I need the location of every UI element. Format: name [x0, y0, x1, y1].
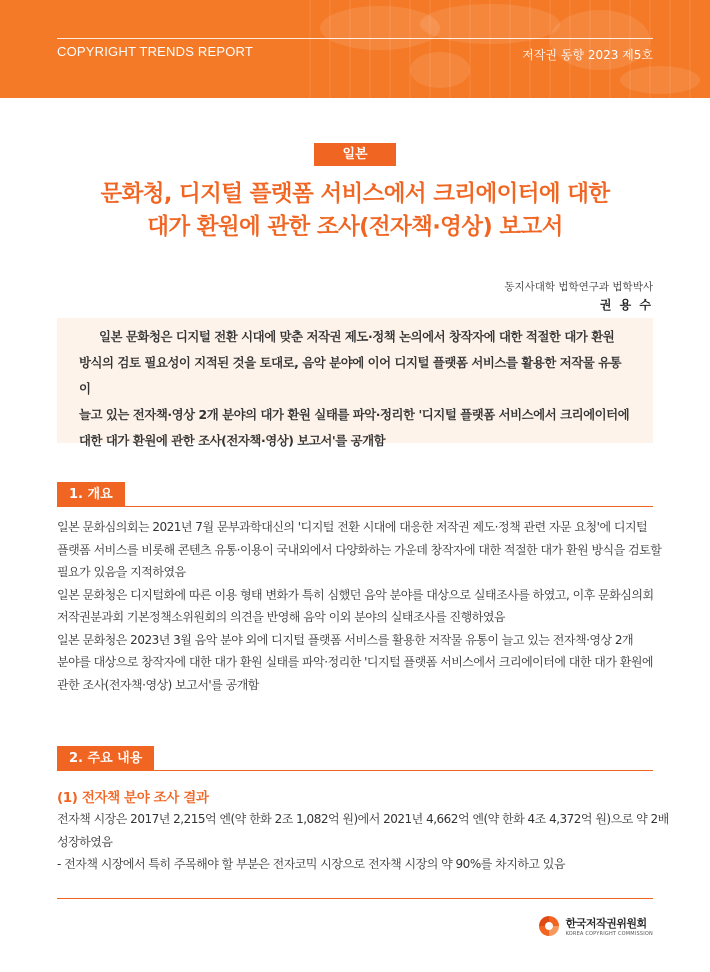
- org-name-korean: 한국저작권위원회: [565, 917, 647, 930]
- section-1-underline: [57, 506, 653, 507]
- section-1-heading: 1. 개요: [57, 482, 125, 507]
- commission-emblem-icon: [537, 914, 561, 938]
- section-2-underline: [57, 770, 653, 771]
- commission-logo: [537, 914, 653, 938]
- body-line: 일본 문화청은 디지털화에 따른 이용 형태 변화가 특히 심했던 음악 분야를 대상으로 실태조사를 하였고, 이후 문화심의회: [57, 587, 654, 602]
- summary-line: 방식의 검토 필요성이 지적된 것을 토대로, 음악 분야에 이어 디지털 플랫폼 서비스를 활용한 저작물 유통이: [79, 355, 622, 396]
- page-header: [0, 0, 710, 98]
- issue-label: 저작권 동향 2023 제5호: [522, 48, 653, 62]
- footer-divider: [57, 898, 653, 899]
- summary-line: 늘고 있는 전자책·영상 2개 분야의 대가 환원 실태를 파악·정리한 '디지털 플랫폼 서비스에서 크리에이터에: [79, 407, 630, 422]
- author-affiliation: 동지사대학 법학연구과 법학박사: [504, 281, 653, 293]
- body-line: 성장하였음: [57, 834, 113, 849]
- org-name-english: KOREA COPYRIGHT COMMISSION: [565, 931, 653, 937]
- body-line: 저작권분과회 기본정책소위원회의 의견을 반영해 음악 이외 분야의 실태조사를 진행하였음: [57, 610, 506, 624]
- body-line: 일본 문화심의회는 2021년 7월 문부과학대신의 '디지털 전환 시대에 대응한 저작권 제도·정책 관련 자문 요청'에 디지털: [57, 520, 648, 534]
- article-title-line-1: 문화청, 디지털 플랫폼 서비스에서 크리에이터에 대한: [100, 181, 610, 207]
- header-divider: [57, 38, 653, 39]
- section-1-body: [57, 516, 662, 696]
- section-2-heading: 2. 주요 내용: [57, 746, 154, 771]
- section-2-body: [57, 808, 669, 876]
- subsection-heading: (1) 전자책 분야 조사 결과: [57, 790, 209, 806]
- report-series-name: COPYRIGHT TRENDS REPORT: [57, 44, 254, 59]
- body-line: 분야를 대상으로 창작자에 대한 대가 환원 실태를 파악·정리한 '디지털 플랫폼 서비스에서 크리에이터에 대한 대가 환원에: [57, 655, 654, 669]
- summary-line: 대한 대가 환원에 관한 조사(전자책·영상) 보고서'를 공개함: [79, 433, 386, 448]
- summary-box: [57, 318, 653, 448]
- author-name: 권 용 수: [599, 298, 653, 312]
- body-line: 필요가 있음을 지적하였음: [57, 565, 186, 579]
- body-line: 전자책 시장은 2017년 2,215억 엔(약 한화 2조 1,082억 원)에서 2021년 4,662억 엔(약 한화 4조 4,372억 원)으로 약 2배: [57, 812, 669, 826]
- body-line: 플랫폼 서비스를 비롯해 콘텐츠 유통·이용이 국내외에서 다양화하는 가운데 창작자에 대한 적절한 대가 환원 방식을 검토할: [57, 542, 662, 557]
- country-badge: 일본: [314, 143, 396, 166]
- summary-line: 일본 문화청은 디지털 전환 시대에 맞춘 저작권 제도·정책 논의에서 창작자에 대한 적절한 대가 환원: [99, 329, 615, 344]
- body-line: 관한 조사(전자책·영상) 보고서'를 공개함: [57, 677, 259, 692]
- body-line: - 전자책 시장에서 특히 주목해야 할 부분은 전자코믹 시장으로 전자책 시장의 약 90%를 차지하고 있음: [57, 857, 565, 871]
- article-title-line-2: 대가 환원에 관한 조사(전자책·영상) 보고서: [147, 214, 563, 240]
- body-line: 일본 문화청은 2023년 3월 음악 분야 외에 디지털 플랫폼 서비스를 활용한 저작물 유통이 늘고 있는 전자책·영상 2개: [57, 632, 634, 647]
